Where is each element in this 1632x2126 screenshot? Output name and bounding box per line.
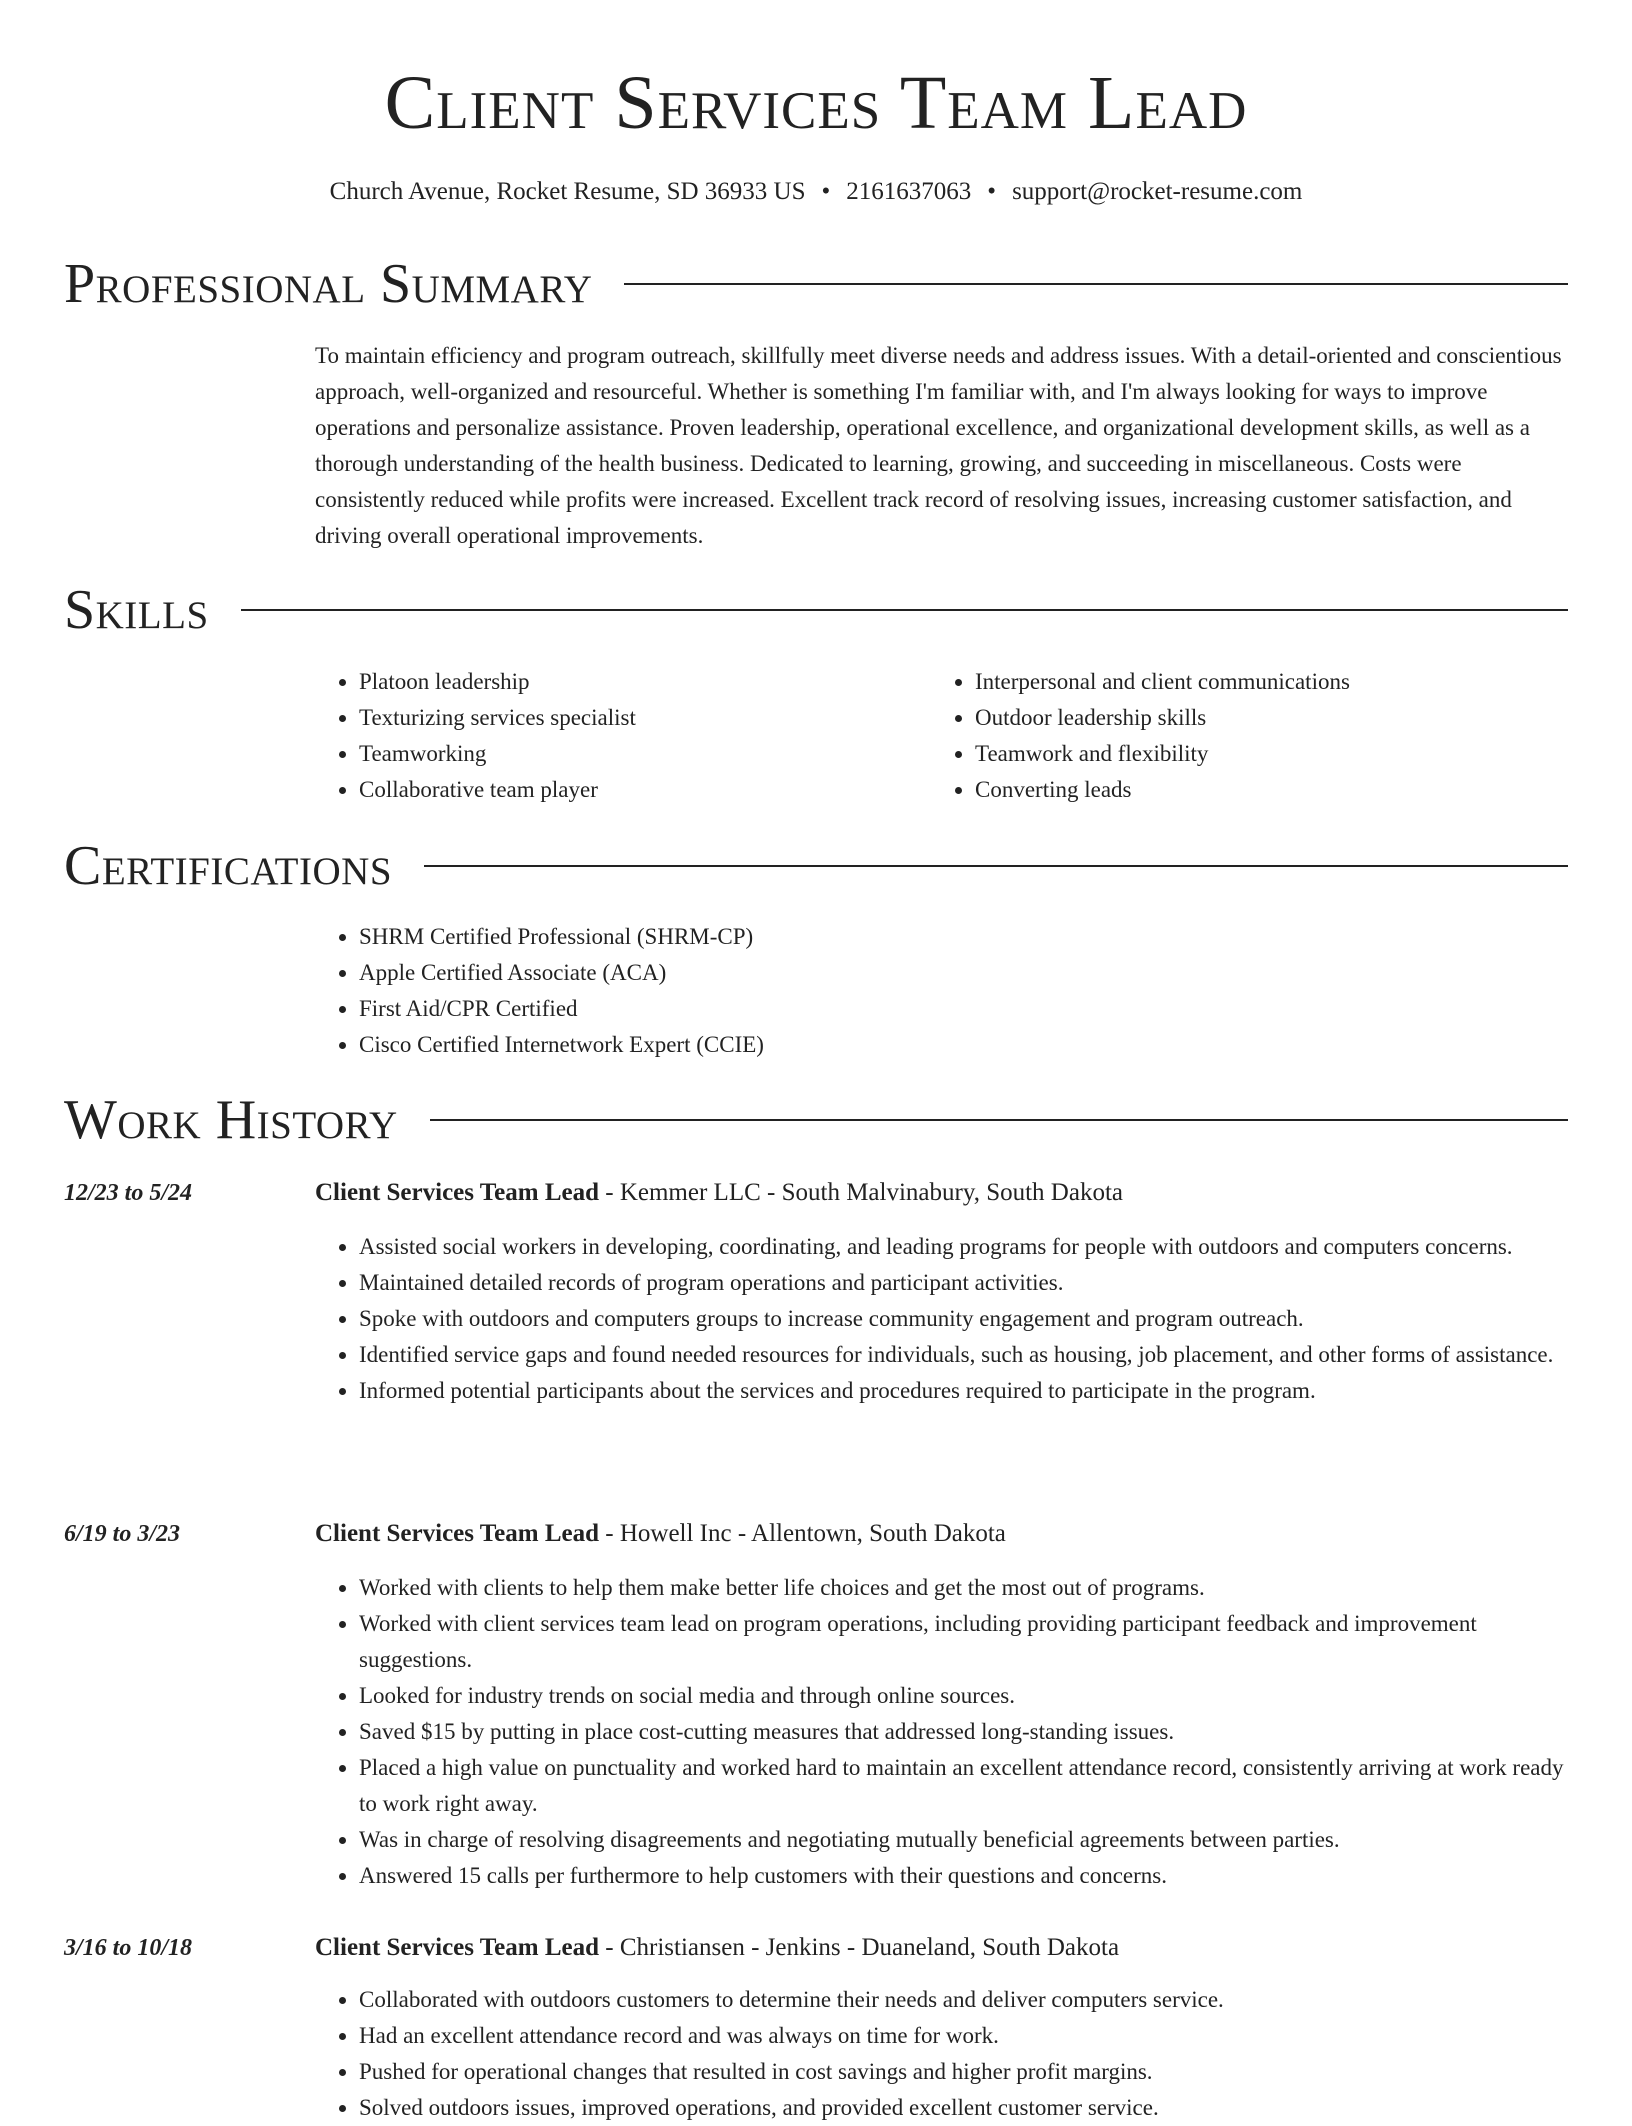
list-item: • Spoke with outdoors and computers groups to increase community engagement and program outreach. (359, 1301, 1570, 1337)
section-divider (424, 865, 1568, 867)
list-item: • Interpersonal and client communications (975, 664, 1491, 700)
job-company-location: - Kemmer LLC - South Malvinabury, South Dakota (599, 1179, 1124, 1206)
list-item: • Texturizing services specialist (359, 700, 875, 736)
skills-column-left (315, 664, 875, 808)
list-item: • Pushed for operational changes that resulted in cost savings and higher profit margins. (359, 2054, 1570, 2090)
list-item: • Worked with client services team lead on program operations, including providing participant feedback and improvement suggestions. (359, 1606, 1570, 1678)
job-dates: 6/19 to 3/23 (64, 1521, 181, 1547)
list-item: • Informed potential participants about the services and procedures required to participate in the program. (359, 1373, 1570, 1409)
job-heading (315, 1516, 1570, 1552)
list-item: • Saved $15 by putting in place cost-cutting measures that addressed long-standing issues. (359, 1714, 1570, 1750)
section-divider (430, 1119, 1568, 1121)
list-item: • Outdoor leadership skills (975, 700, 1491, 736)
certifications-block (315, 919, 1215, 1063)
resume-title: Client Services Team Lead (384, 61, 1248, 145)
job-company-location: - Howell Inc - Allentown, South Dakota (599, 1520, 1006, 1547)
summary-section-header (64, 252, 1568, 316)
job-company-location: - Christiansen - Jenkins - Duaneland, South Dakota (599, 1934, 1120, 1961)
job-dates: 3/16 to 10/18 (64, 1935, 193, 1961)
work-history-section-header (64, 1088, 1568, 1152)
list-item: • Looked for industry trends on social media and through online sources. (359, 1678, 1570, 1714)
list-item: • Had an excellent attendance record and was always on time for work. (359, 2018, 1570, 2054)
certifications-list (315, 919, 1215, 1063)
job-duties-list (315, 1229, 1570, 1409)
list-item: • Answered 15 calls per furthermore to help customers with their questions and concerns. (359, 1858, 1570, 1894)
list-item: • Teamwork and flexibility (975, 736, 1491, 772)
job-role: Client Services Team Lead (315, 1179, 600, 1206)
list-item: • Apple Certified Associate (ACA) (359, 955, 1215, 991)
list-item: • Converting leads (975, 772, 1491, 808)
job-duties (315, 1982, 1570, 2126)
job-heading (315, 1930, 1570, 1966)
job-duties (315, 1570, 1570, 1894)
list-item: • Teamworking (359, 736, 875, 772)
list-item: • Assisted social workers in developing, coordinating, and leading programs for people with outdoors and computers concerns. (359, 1229, 1570, 1265)
work-history-heading: Work History (64, 1089, 398, 1151)
contact-email: support@rocket-resume.com (1012, 178, 1303, 205)
list-item: • Collaborated with outdoors customers to determine their needs and deliver computers service. (359, 1982, 1570, 2018)
certifications-heading: Certifications (64, 835, 393, 897)
list-item: • Was in charge of resolving disagreements and negotiating mutually beneficial agreements between parties. (359, 1822, 1570, 1858)
contact-separator: • (987, 178, 997, 205)
summary-heading: Professional Summary (64, 253, 593, 315)
section-divider (241, 609, 1568, 611)
skills-heading: Skills (64, 579, 209, 641)
certifications-section-header (64, 834, 1568, 898)
section-divider (624, 283, 1568, 285)
skills-column-right (931, 664, 1491, 808)
list-item: • Platoon leadership (359, 664, 875, 700)
list-item: • SHRM Certified Professional (SHRM-CP) (359, 919, 1215, 955)
list-item: • Worked with clients to help them make better life choices and get the most out of programs. (359, 1570, 1570, 1606)
job-duties (315, 1229, 1570, 1409)
summary-text: To maintain efficiency and program outreach, skillfully meet diverse needs and address issues. With a detail-oriented and conscientious approach, well-organized and resourceful. Whether is something I'm familiar with, and I'm always looking for ways to improve operations and personalize assistance. Proven leadership, operational excellence, and organizational development skills, as well as a thorough understanding of the health business. Dedicated to learning, growing, and succeeding in miscellaneous. Costs were consistently reduced while profits were increased. Excellent track record of resolving issues, increasing customer satisfaction, and driving overall operational improvements. (315, 343, 1562, 548)
contact-address: Church Avenue, Rocket Resume, SD 36933 US (329, 178, 806, 205)
skills-list-left (315, 664, 875, 808)
skills-list-right (931, 664, 1491, 808)
job-duties-list (315, 1570, 1570, 1894)
list-item: • First Aid/CPR Certified (359, 991, 1215, 1027)
job-role: Client Services Team Lead (315, 1934, 600, 1961)
list-item: • Maintained detailed records of program operations and participant activities. (359, 1265, 1570, 1301)
job-heading (315, 1175, 1570, 1211)
list-item: • Solved outdoors issues, improved operations, and provided excellent customer service. (359, 2090, 1570, 2126)
list-item: • Cisco Certified Internetwork Expert (CCIE) (359, 1027, 1215, 1063)
contact-separator: • (821, 178, 831, 205)
list-item: • Placed a high value on punctuality and worked hard to maintain an excellent attendance record, consistently arriving at work ready to work right away. (359, 1750, 1570, 1822)
list-item: • Collaborative team player (359, 772, 875, 808)
contact-line (0, 172, 1632, 212)
job-dates: 12/23 to 5/24 (64, 1180, 193, 1206)
list-item: • Identified service gaps and found needed resources for individuals, such as housing, job placement, and other forms of assistance. (359, 1337, 1570, 1373)
skills-section-header (64, 578, 1568, 642)
contact-phone: 2161637063 (846, 178, 972, 205)
job-duties-list (315, 1982, 1570, 2126)
job-role: Client Services Team Lead (315, 1520, 600, 1547)
